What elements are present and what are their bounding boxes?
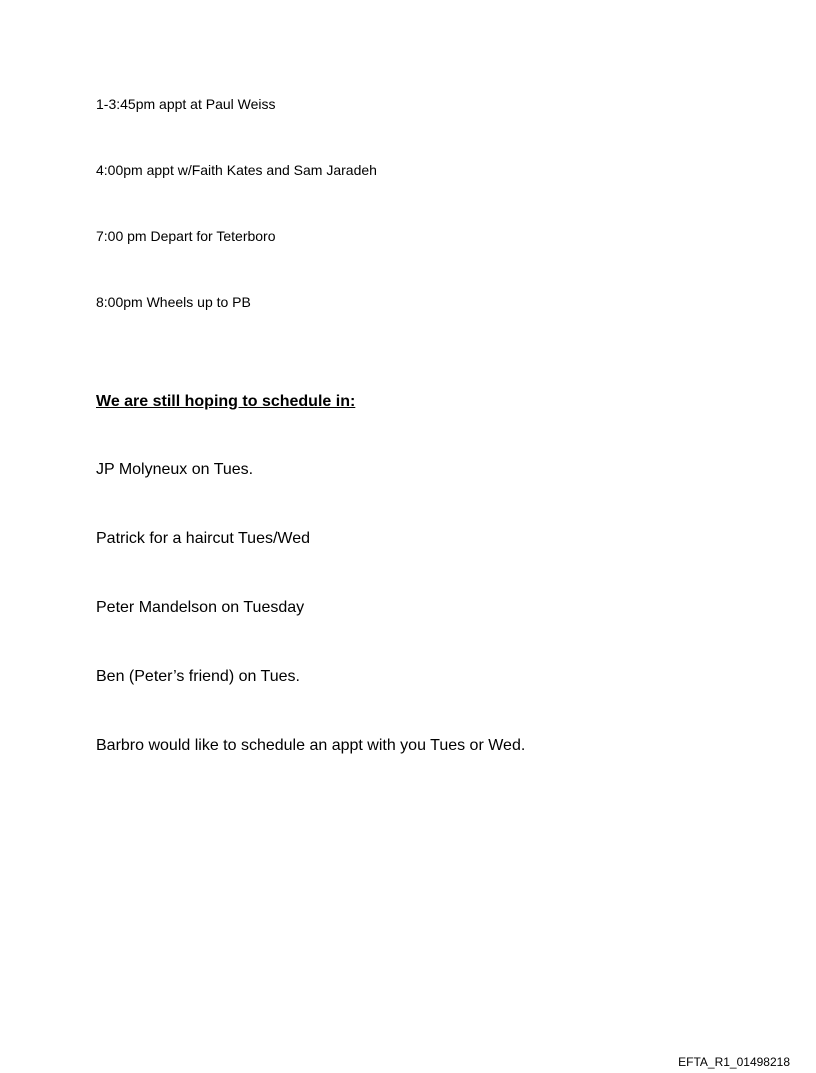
pending-item: Peter Mandelson on Tuesday <box>96 599 305 616</box>
pending-item: Patrick for a haircut Tues/Wed <box>96 530 311 547</box>
document-id: EFTA_R1_01498218 <box>678 1055 790 1069</box>
schedule-item: 7:00 pm Depart for Teterboro <box>96 228 276 244</box>
schedule-item: 1-3:45pm appt at Paul Weiss <box>96 96 276 112</box>
schedule-item: 8:00pm Wheels up to PB <box>96 294 251 310</box>
schedule-item: 4:00pm appt w/Faith Kates and Sam Jaradeh <box>96 162 377 178</box>
section-heading: We are still hoping to schedule in: <box>96 393 356 410</box>
pending-item: JP Molyneux on Tues. <box>96 461 254 478</box>
pending-item: Ben (Peter’s friend) on Tues. <box>96 668 300 685</box>
pending-item: Barbro would like to schedule an appt with you Tues or Wed. <box>96 737 526 754</box>
